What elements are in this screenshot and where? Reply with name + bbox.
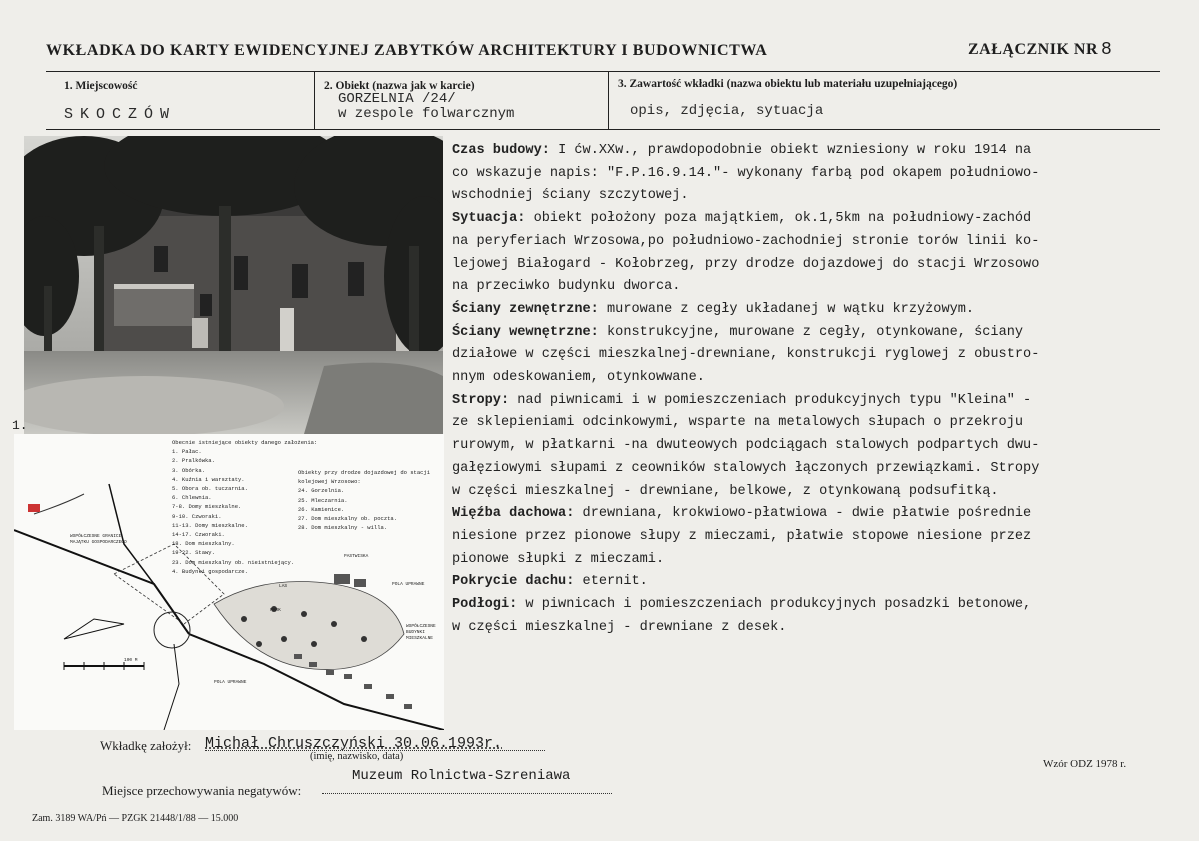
description-line-text: I ćw.XXw., prawdopodobnie obiekt wzniesiony w roku 1914 na	[549, 143, 1032, 158]
description-line-text: konstrukcyjne, murowane z cegły, otynkowane, ściany	[598, 324, 1024, 340]
map-legend-item: 25. Mleczarnia.	[298, 496, 348, 504]
document-title: WKŁADKA DO KARTY EWIDENCYJNEJ ZABYTKÓW ARCHITEKTURY I BUDOWNICTWA	[46, 42, 768, 59]
field-divider-1	[314, 71, 315, 129]
description-line-text: lejowej Białogard - Kołobrzeg, przy drodze dojazdowej do stacji Wrzosowo	[452, 256, 1040, 272]
created-by-hint: (imię, nazwisko, data)	[310, 751, 404, 762]
description-line	[452, 435, 1182, 458]
description-heading: Więźba dachowa:	[452, 506, 575, 522]
site-map	[14, 434, 444, 730]
description-line	[452, 208, 1182, 231]
print-info: Zam. 3189 WA/Pń — PZGK 21448/1/88 — 15.000	[32, 813, 239, 824]
field-place-label: 1. Miejscowość	[64, 80, 138, 92]
map-legend-title: Obecnie istniejące obiekty danego założenia:	[172, 439, 318, 446]
description-line-text: w części mieszkalnej - drewniane z desek.	[452, 619, 787, 635]
description-line	[452, 571, 1182, 594]
map-legend-item: 4. Kuźnia i warsztaty.	[172, 475, 245, 483]
map-legend-item: 24. Gorzelnia.	[298, 487, 345, 495]
map-legend-item: 23. Dom mieszkalny ob. nieistniejący.	[172, 558, 295, 566]
map-legend-item: 28. Dom mieszkalny - willa.	[298, 524, 388, 532]
description-line	[452, 163, 1182, 186]
description-line-text: pionowe słupki z mieczami.	[452, 551, 665, 567]
description-line-text: działowe w części mieszkalnej-drewniane, konstrukcji ryglowej z obustro-	[452, 347, 1040, 363]
description-heading: Czas budowy:	[452, 143, 550, 158]
description-line-text: ze sklepieniami odcinkowymi, wsparte na metalowych słupach o przekroju	[452, 415, 1024, 431]
storage-value: Muzeum Rolnictwa-Szreniawa	[352, 768, 571, 784]
description-heading: Stropy:	[452, 392, 510, 408]
map-legend-item: 6. Chlewnia.	[172, 494, 212, 502]
description-line	[452, 481, 1182, 504]
created-dotted-line	[205, 750, 545, 751]
description-line	[452, 594, 1182, 617]
description-line	[452, 526, 1182, 549]
description-line	[452, 254, 1182, 277]
description-line	[452, 231, 1182, 254]
field-contents-label: 3. Zawartość wkładki (nazwa obiektu lub materiału uzupełniającego)	[618, 78, 958, 90]
description-line-text: w piwnicach i pomieszczeniach produkcyjnych posadzki betonowe,	[517, 597, 1032, 613]
description-heading: Pokrycie dachu:	[452, 574, 575, 590]
map-legend-item: 2. Pralkówka.	[172, 457, 215, 465]
map-legend-right	[298, 468, 444, 532]
map-label-scale: 100 M	[124, 658, 138, 663]
description-line-text: nnym odeskowaniem, otynkowwane.	[452, 370, 705, 386]
field-contents-value: opis, zdjęcia, sytuacja	[630, 103, 824, 119]
description-line	[452, 344, 1182, 367]
header-rule-top	[46, 71, 1160, 72]
storage-label: Miejsce przechowywania negatywów:	[102, 783, 302, 798]
map-legend-item: 26. Kamienice.	[298, 505, 345, 513]
description-heading: Ściany zewnętrzne:	[452, 301, 599, 317]
map-legend-item: 7-8. Domy mieszkalne.	[172, 503, 242, 511]
map-label-modern: WSPÓŁCZESNE BUDYNKI MIESZKALNE	[406, 624, 436, 641]
description-line-text: rurowym, w płatkarni -na dwuteowych podciągach stalowych podpartych dwu-	[452, 438, 1040, 454]
map-legend-item: 5. Obora ob. tuczarnia.	[172, 485, 248, 493]
description-line	[452, 617, 1182, 640]
map-label-fields: POLA UPRAWNE	[392, 582, 425, 587]
description-line-text: eternit.	[574, 574, 648, 590]
description-line	[452, 367, 1182, 390]
map-legend-left	[172, 438, 317, 576]
map-legend-item: 27. Dom mieszkalny ob. poczta.	[298, 515, 398, 523]
map-legend-item: 3. Obórka.	[172, 466, 206, 474]
description-line-text: nad piwnicami i w pomieszczeniach produkcyjnych typu "Kleina" -	[509, 392, 1032, 408]
description-line-text: na przeciwko budynku dworca.	[452, 279, 681, 295]
map-legend-item: 18. Dom mieszkalny.	[172, 540, 235, 548]
attachment-number	[968, 40, 1112, 60]
field-object-label: 2. Obiekt (nazwa jak w karcie)	[324, 80, 475, 92]
map-legend-right-title: Obiekty przy drodze dojazdowej do stacji kolejowej Wrzosowo:	[298, 469, 431, 486]
map-label-boundary: WSPÓŁCZESNE GRANICE MAJĄTKU GOSPODARCZEGO	[70, 534, 127, 545]
description-line	[452, 299, 1182, 322]
header-rule-bottom	[46, 129, 1160, 130]
map-label-fields-2: POLA UPRAWNE	[214, 680, 247, 685]
building-photo	[24, 136, 443, 434]
description-line-text: w części mieszkalnej - drewniane, belkowe, z otynkowaną podsufitką.	[452, 483, 999, 499]
map-legend-item: 1. Pałac.	[172, 448, 202, 456]
description-line-text: co wskazuje napis: "F.P.16.9.14."- wykonany farbą pod okapem południowo-	[452, 165, 1040, 181]
description-line-text: na peryferiach Wrzosowa,po południowo-zachodniej stronie torów linii ko-	[452, 233, 1040, 249]
description-text	[452, 140, 1182, 639]
description-line	[452, 322, 1182, 345]
description-line-text: drewniana, krokwiowo-płatwiowa - dwie płatwie pośrednie	[574, 506, 1032, 522]
description-heading: Ściany wewnętrzne:	[452, 324, 599, 340]
photo-illustration	[24, 136, 443, 434]
description-line	[452, 503, 1182, 526]
map-legend-list	[172, 447, 317, 576]
map-legend-item: 19-22. Stawy.	[172, 549, 215, 557]
map-label-forest: LAS	[279, 584, 288, 589]
map-label-park: PARK	[270, 608, 281, 613]
storage-dotted-line	[322, 793, 612, 794]
map-legend-item: 14-17. Czworaki.	[172, 531, 225, 539]
field-divider-2	[608, 71, 609, 129]
attachment-number-value: 8	[1101, 40, 1113, 60]
description-line	[452, 140, 1182, 163]
map-legend-item: 9-10. Czworaki.	[172, 512, 222, 520]
description-line-text: murowane z cegły układanej w wątku krzyżowym.	[598, 301, 975, 317]
figure-number: 1.	[12, 418, 28, 433]
description-line	[452, 549, 1182, 572]
description-line	[452, 390, 1182, 413]
created-by-value: Michał Chruszczyński 30.06.1993r.	[205, 735, 503, 752]
form-version: Wzór ODZ 1978 r.	[1043, 758, 1127, 770]
attachment-label: ZAŁĄCZNIK NR	[968, 41, 1099, 58]
description-line-text: gałęziowymi słupami z ceowników stalowych łączonych przewiązkami. Stropy	[452, 460, 1040, 476]
map-legend-right-list	[298, 486, 444, 532]
field-place-value: SKOCZÓW	[64, 106, 177, 123]
description-line-text: obiekt położony poza majątkiem, ok.1,5km na południowy-zachód	[525, 211, 1032, 227]
description-heading: Sytuacja:	[452, 211, 526, 227]
description-line	[452, 458, 1182, 481]
map-legend-item: 11-13. Domy mieszkalne.	[172, 521, 248, 529]
description-line	[452, 412, 1182, 435]
description-line	[452, 185, 1182, 208]
description-heading: Podłogi:	[452, 597, 518, 613]
map-legend-item: 4. Budynki gospodarcze.	[172, 567, 248, 575]
field-object-value-2: w zespole folwarcznym	[338, 106, 515, 122]
map-label-pasture: PASTWISKA	[344, 554, 369, 559]
created-by-label: Wkładkę założył:	[100, 738, 192, 753]
description-line-text: niesione przez pionowe słupy z mieczami, płatwie stopowe niesione przez	[452, 528, 1032, 544]
field-object-value-1: GORZELNIA /24/	[338, 91, 456, 107]
description-line-text: wschodniej ściany szczytowej.	[452, 188, 689, 204]
description-line	[452, 276, 1182, 299]
